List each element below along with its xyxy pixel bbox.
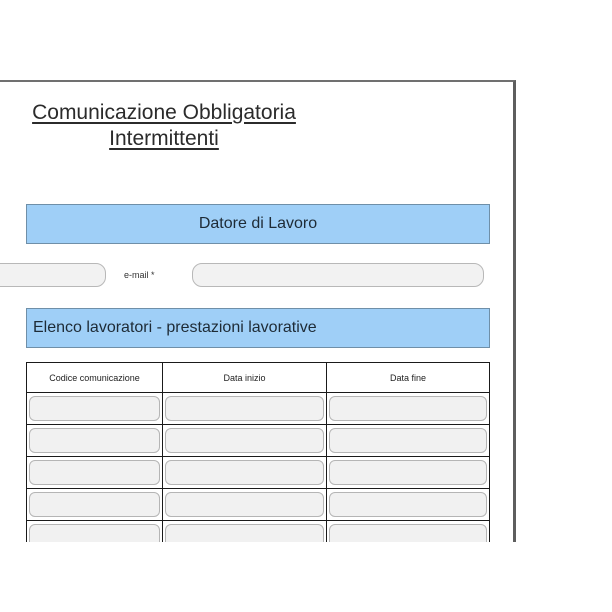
table-cell [327,393,490,425]
table-cell [163,425,327,457]
data-fine-input[interactable] [329,492,487,517]
table-cell [27,489,163,521]
table-cell [163,489,327,521]
section-header-employer: Datore di Lavoro [26,204,490,244]
column-header-data-inizio: Data inizio [163,363,327,393]
codice-comunicazione-input[interactable] [29,460,160,485]
title-line-2: Intermittenti [109,127,219,150]
table-cell [27,425,163,457]
codice-comunicazione-input[interactable] [29,428,160,453]
data-fine-input[interactable] [329,524,487,542]
codice-comunicazione-input[interactable] [29,524,160,542]
column-header-codice-comunicazione: Codice comunicazione [27,363,163,393]
document-title [20,100,308,152]
data-fine-input[interactable] [329,428,487,453]
column-header-data-fine: Data fine [327,363,490,393]
data-inizio-input[interactable] [165,524,324,542]
data-inizio-input[interactable] [165,492,324,517]
table-cell [163,521,327,543]
table-row [27,425,490,457]
title-line-1: Comunicazione Obbligatoria [32,101,296,124]
email-label: e-mail * [124,270,155,280]
table-cell [327,425,490,457]
document-page [0,80,516,542]
table-cell [27,457,163,489]
table-cell [163,393,327,425]
table-row [27,457,490,489]
data-inizio-input[interactable] [165,428,324,453]
table-cell [327,521,490,543]
table-row [27,393,490,425]
table-cell [163,457,327,489]
section-header-workers: Elenco lavoratori - prestazioni lavorative [26,308,490,348]
codice-comunicazione-input[interactable] [29,492,160,517]
table-header-row [27,363,490,393]
employer-left-field[interactable] [0,263,106,287]
data-inizio-input[interactable] [165,396,324,421]
table-row [27,521,490,543]
codice-comunicazione-input[interactable] [29,396,160,421]
data-fine-input[interactable] [329,460,487,485]
table-cell [27,393,163,425]
data-inizio-input[interactable] [165,460,324,485]
data-fine-input[interactable] [329,396,487,421]
table-cell [27,521,163,543]
table-cell [327,489,490,521]
table-cell [327,457,490,489]
workers-table [26,362,490,542]
table-row [27,489,490,521]
email-field[interactable] [192,263,484,287]
